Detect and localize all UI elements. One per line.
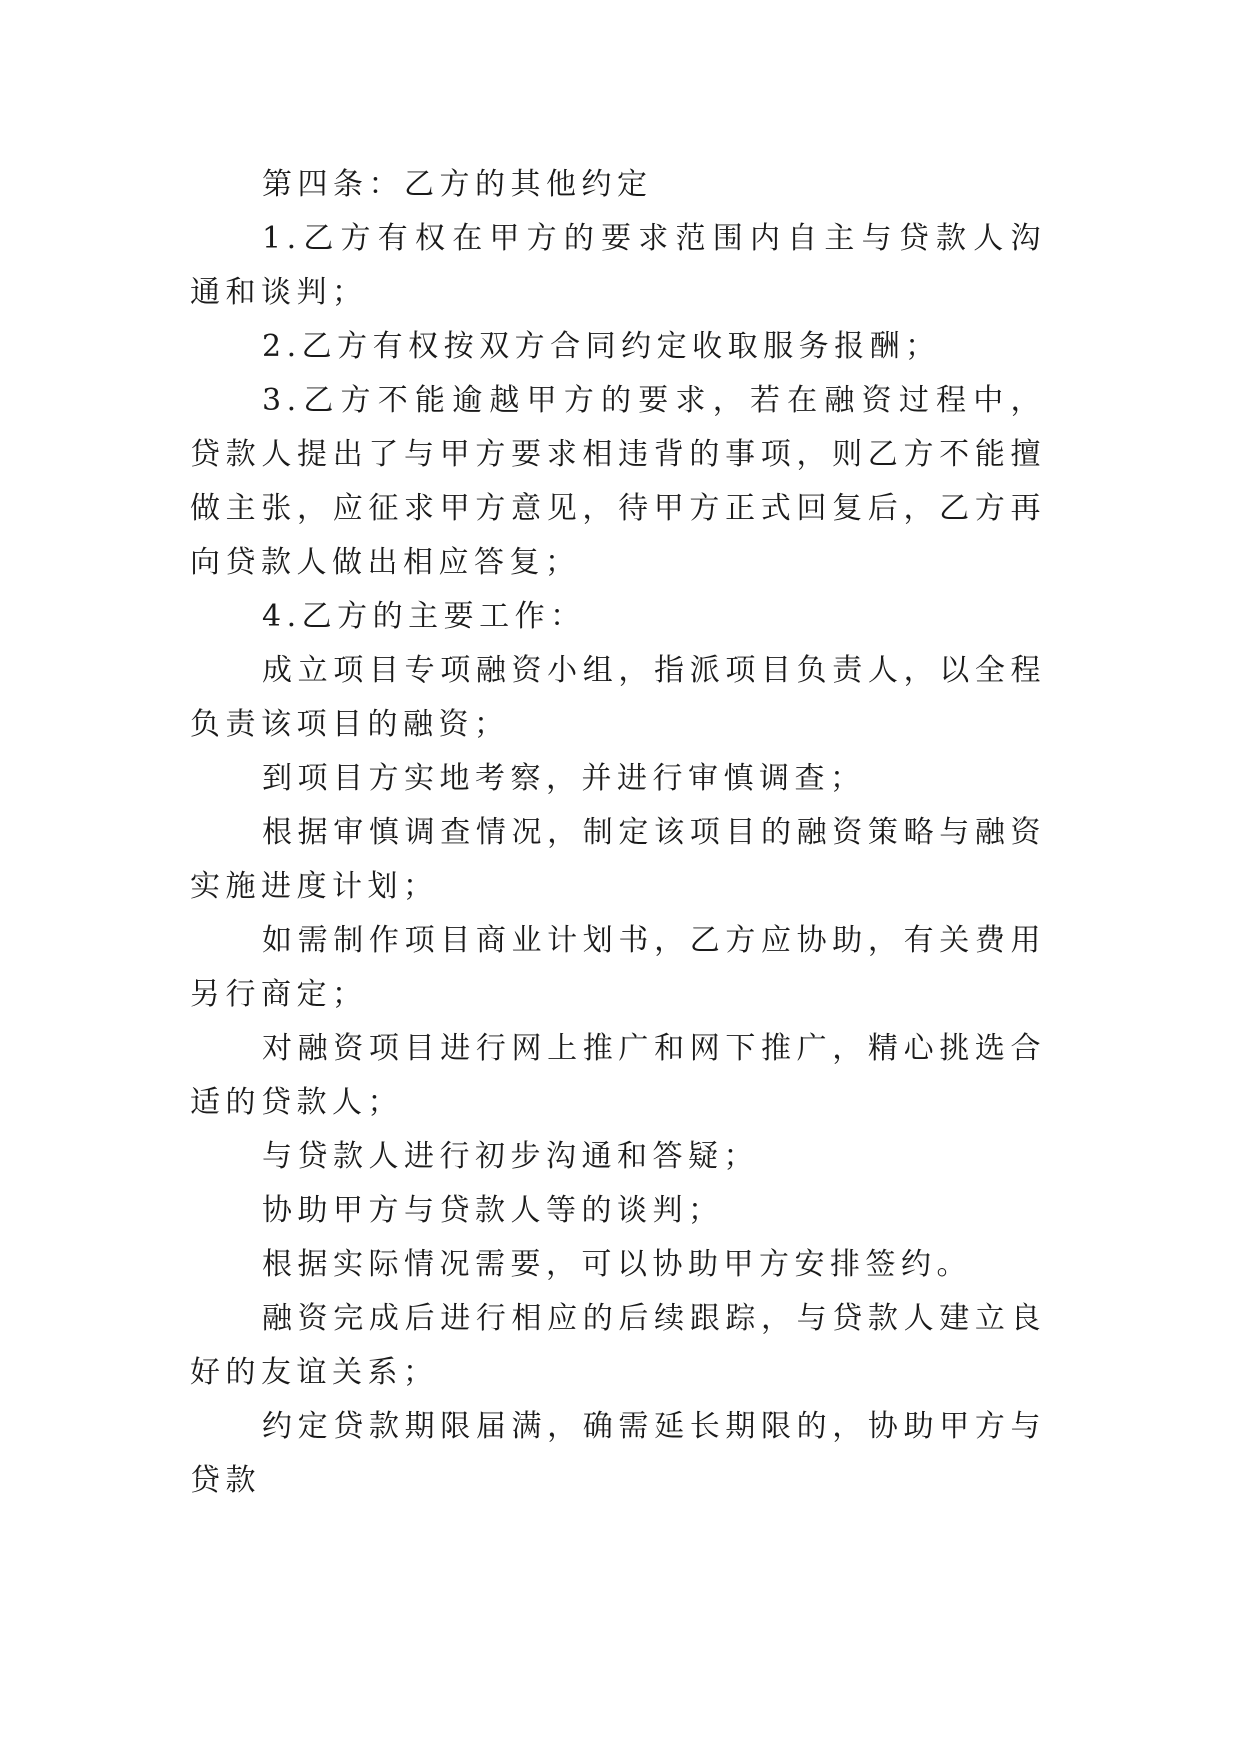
paragraph-item-4: 4.乙方的主要工作：: [262, 599, 586, 634]
paragraph: 成立项目专项融资小组，指派项目负责人，以全程负责该项目的融资；: [190, 653, 1046, 742]
paragraph-item-1: 1.乙方有权在甲方的要求范围内自主与贷款人沟通和谈判；: [190, 221, 1046, 310]
paragraph: 如需制作项目商业计划书，乙方应协助，有关费用另行商定；: [190, 923, 1046, 1012]
paragraph: 协助甲方与贷款人等的谈判；: [262, 1193, 724, 1228]
paragraph: 融资完成后进行相应的后续跟踪，与贷款人建立良好的友谊关系；: [190, 1301, 1046, 1390]
article-heading: 第四条：乙方的其他约定: [262, 167, 653, 202]
paragraph: 与贷款人进行初步沟通和答疑；: [262, 1139, 759, 1174]
paragraph: 根据实际情况需要，可以协助甲方安排签约。: [262, 1247, 972, 1282]
paragraph: 约定贷款期限届满，确需延长期限的，协助甲方与贷款: [190, 1409, 1046, 1498]
document-body: [190, 158, 1046, 1508]
paragraph-item-2: 2.乙方有权按双方合同约定收取服务报酬；: [262, 329, 941, 364]
paragraph-item-3: 3.乙方不能逾越甲方的要求，若在融资过程中，贷款人提出了与甲方要求相违背的事项，则乙方不能擅做主张，应征求甲方意见，待甲方正式回复后，乙方再向贷款人做出相应答复；: [190, 383, 1046, 580]
paragraph: 到项目方实地考察，并进行审慎调查；: [262, 761, 866, 796]
paragraph: 根据审慎调查情况，制定该项目的融资策略与融资实施进度计划；: [190, 815, 1046, 904]
paragraph: 对融资项目进行网上推广和网下推广，精心挑选合适的贷款人；: [190, 1031, 1046, 1120]
